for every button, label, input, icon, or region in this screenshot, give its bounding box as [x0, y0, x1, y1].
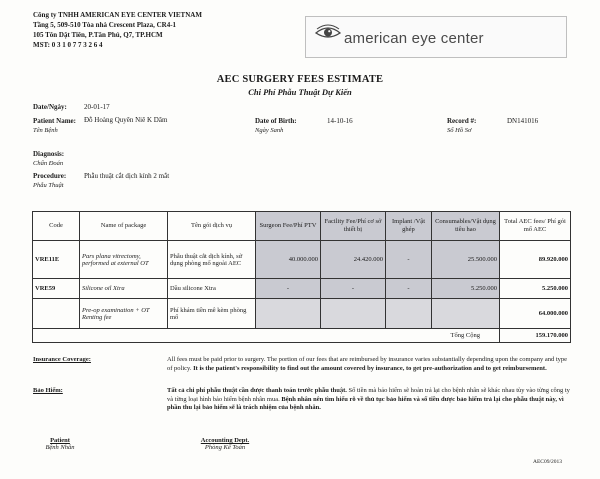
- patient-name: Đỗ Hoàng Quyên Niê K Dăm: [84, 116, 168, 124]
- date-label: Date/Ngày:: [33, 103, 67, 111]
- grand-total-value: 159.170.000: [500, 329, 571, 343]
- row-consumables: [432, 299, 500, 329]
- row-package: Silicone oil Xtra: [80, 279, 168, 299]
- patient-sub-label: Tên Bệnh: [33, 127, 58, 134]
- accounting-signature-label: Accounting Dept.: [200, 437, 250, 444]
- form-code: AEC09/2013: [532, 459, 562, 465]
- patient-label: Patient Name:: [33, 117, 76, 125]
- logo-text: american eye center: [344, 30, 484, 47]
- row-surgeon-fee: -: [256, 279, 321, 299]
- company-tax-id: MST: 0 3 1 0 7 7 3 2 6 4: [33, 41, 103, 49]
- table-total-row: [33, 329, 571, 343]
- accounting-signature-sub: Phòng Kế Toán: [204, 444, 246, 451]
- insurance-vn-text: [167, 387, 572, 413]
- row-service: Phí khám tiền mê kèm phòng mổ: [168, 299, 256, 329]
- header-surgeon-fee: Surgeon Fee/Phí PTV: [256, 212, 321, 241]
- header-package: Name of package: [80, 212, 168, 241]
- row-implant: [386, 299, 432, 329]
- insurance-text-bold: It is the patient's responsibility to find out the amount covered by insurance, to get pre-authorization and to get reimbursement.: [193, 364, 547, 372]
- grand-total-label: Tổng Cộng: [432, 329, 500, 343]
- company-info: [33, 10, 202, 50]
- diagnosis-sub-label: Chẩn Đoán: [33, 160, 64, 167]
- dob-sub-label: Ngày Sanh: [255, 127, 284, 134]
- header-service: Tên gói dịch vụ: [168, 212, 256, 241]
- insurance-vn-bold-2: Bệnh nhân nên tìm hiểu rõ về thủ tục bảo hiểm và số tiền được bảo hiểm trả lại cho phẫu thuật này, vì phần thu lại bảo hiểm sẽ là trách nhiệm của bệnh nhân.: [167, 395, 564, 411]
- row-surgeon-fee: [256, 299, 321, 329]
- dob-label: Date of Birth:: [255, 117, 297, 125]
- company-address-1: Tầng 5, 509-510 Tòa nhà Crescent Plaza, CR4-1: [33, 21, 177, 29]
- dob-value: 14-10-16: [327, 117, 353, 125]
- insurance-text: [167, 356, 572, 373]
- procedure-label: Procedure:: [33, 172, 67, 180]
- row-code: [33, 299, 80, 329]
- company-logo: [305, 16, 567, 58]
- company-address-2: 105 Tôn Dật Tiên, P.Tân Phú, Q7, TP.HCM: [33, 31, 163, 39]
- header-implant: Implant /Vật ghép: [386, 212, 432, 241]
- insurance-vn-plain: Số tiền mà bảo hiểm sẽ hoàn trả lại cho bệnh nhân sẽ khác nhau tùy vào từng công ty và từng loại hình bảo hiểm bệnh nhân mua.: [167, 387, 570, 403]
- row-consumables: 5.250.000: [432, 279, 500, 299]
- row-implant: -: [386, 241, 432, 279]
- table-row: [33, 279, 571, 299]
- procedure-value: Phẫu thuật cắt dịch kính 2 mắt: [84, 172, 170, 180]
- row-total: 89.920.000: [500, 241, 571, 279]
- fees-table: [32, 211, 571, 343]
- row-consumables: 25.500.000: [432, 241, 500, 279]
- insurance-vn-bold-1: Tất cả chi phí phẫu thuật cần được thanh toán trước phẫu thuật.: [167, 387, 347, 394]
- patient-signature-sub: Bệnh Nhân: [45, 444, 75, 451]
- record-sub-label: Số Hồ Sơ: [447, 127, 472, 134]
- document-subtitle: Chi Phí Phẫu Thuật Dự Kiến: [248, 87, 352, 97]
- header-code: Code: [33, 212, 80, 241]
- document-title: AEC SURGERY FEES ESTIMATE: [216, 74, 384, 85]
- row-facility-fee: [321, 299, 386, 329]
- insurance-vn-label: Bảo Hiểm:: [33, 387, 63, 394]
- row-service: Phẫu thuật cắt dịch kính, sử dụng phòng mổ ngoài AEC: [168, 241, 256, 279]
- table-row: [33, 241, 571, 279]
- insurance-label: Insurance Coverage:: [33, 356, 91, 363]
- insurance-text-plain: All fees must be paid prior to surgery. The portion of our fees that are reimbursed by insurance varies substantially depending upon the company and type of policy.: [167, 356, 568, 372]
- header-total: Total AEC fees/ Phí gói mổ AEC: [500, 212, 571, 241]
- header-consumables: Consumables/Vật dụng tiêu hao: [432, 212, 500, 241]
- row-total: 64.000.000: [500, 299, 571, 329]
- row-service: Dầu silicone Xtra: [168, 279, 256, 299]
- row-facility-fee: -: [321, 279, 386, 299]
- row-total: 5.250.000: [500, 279, 571, 299]
- patient-signature: [30, 437, 90, 451]
- row-implant: -: [386, 279, 432, 299]
- row-package: Pre-op examination + OT Renting fee: [80, 299, 168, 329]
- table-row: [33, 299, 571, 329]
- procedure-sub-label: Phẫu Thuật: [33, 182, 64, 189]
- header-facility-fee: Facility Fee/Phí cơ sở thiết bị: [321, 212, 386, 241]
- row-package: Pars plana vitrectomy, performed at external OT: [80, 241, 168, 279]
- row-code: VRE59: [33, 279, 80, 299]
- eye-logo-icon: [314, 23, 342, 43]
- diagnosis-label: Diagnosis:: [33, 150, 65, 158]
- table-header-row: [33, 212, 571, 241]
- record-label: Record #:: [447, 117, 477, 125]
- company-name: Công ty TNHH AMERICAN EYE CENTER VIETNAM: [33, 11, 202, 19]
- row-facility-fee: 24.420.000: [321, 241, 386, 279]
- row-surgeon-fee: 40.000.000: [256, 241, 321, 279]
- row-code: VRE11E: [33, 241, 80, 279]
- patient-signature-label: Patient: [50, 437, 70, 444]
- accounting-signature: [180, 437, 270, 451]
- date-value: 20-01-17: [84, 103, 110, 111]
- record-value: DN141016: [507, 117, 539, 125]
